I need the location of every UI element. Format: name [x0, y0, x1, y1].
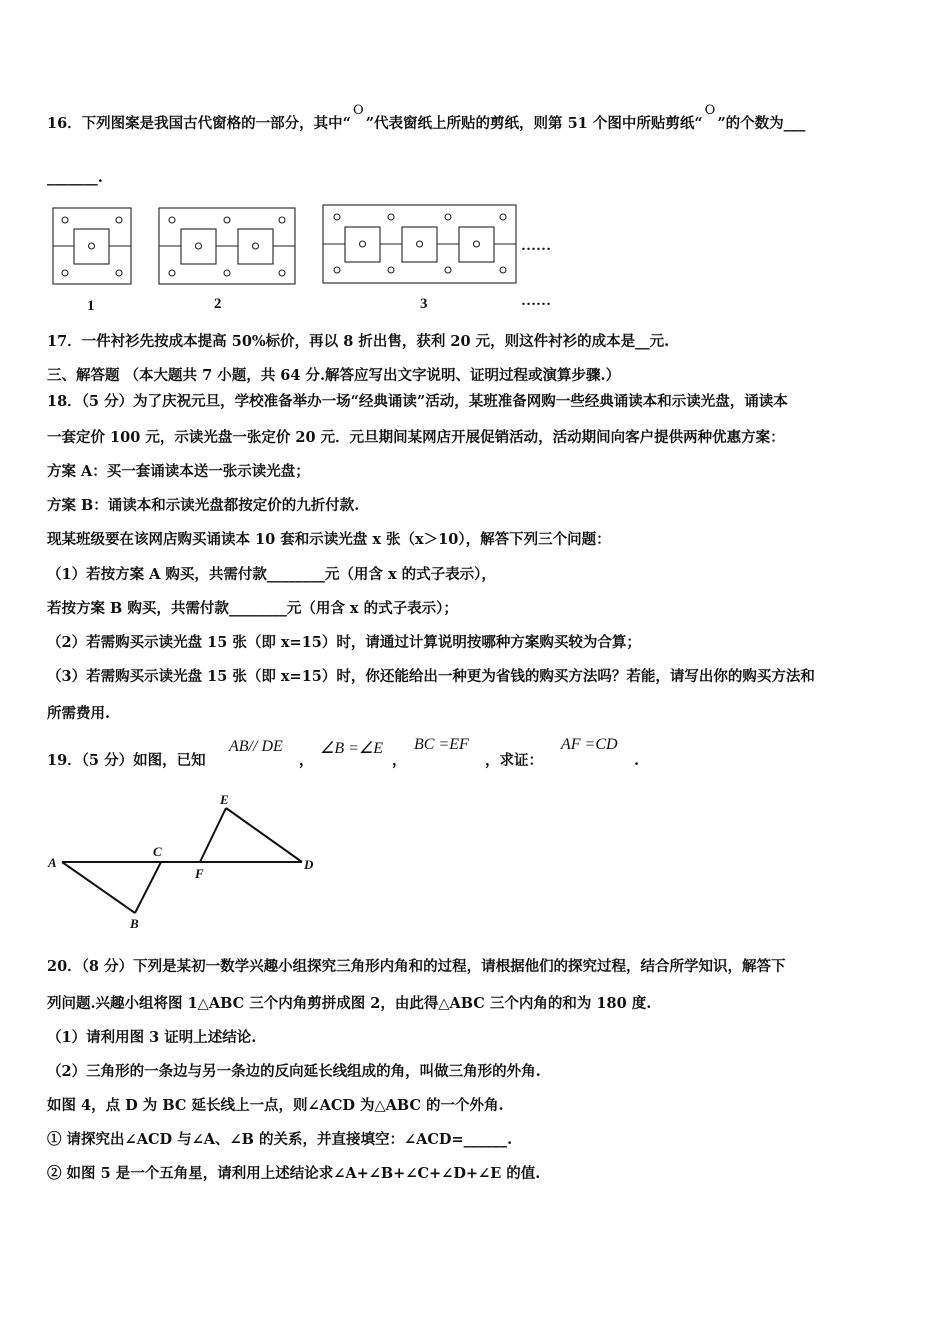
q18-line2: 一套定价 100 元，示读光盘一张定价 20 元．元旦期间某网店开展促销活动，活动期间向客户提供两种优惠方案： [47, 429, 785, 446]
point-label-B: B [130, 916, 139, 931]
q20-line6: ① 请探究出∠ACD 与∠A、∠B 的关系，并直接填空：∠ACD=______. [47, 1131, 513, 1148]
q20-line5: 如图 4，点 D 为 BC 延长线上一点，则∠ACD 为△ABC 的一个外角. [47, 1097, 504, 1114]
pattern-figure-1 [53, 208, 131, 284]
q20-line1: 20．（8 分）下列是某初一数学兴趣小组探究三角形内角和的过程，请根据他们的探究过程，结合所学知识，解答下 [47, 958, 786, 975]
q18-line1: 18．（5 分）为了庆祝元旦，学校准备举办一场“经典诵读”活动，某班准备网购一些经典诵读本和示读光盘，诵读本 [47, 393, 788, 410]
q19-prefix: 19．（5 分）如图，已知 [47, 752, 206, 769]
pattern-figure-3 [323, 205, 516, 283]
q18-line9: （3）若需购买示读光盘 15 张（即 x=15）时，你还能给出一种更为省钱的购买方法吗？若能，请写出你的购买方法和 [47, 668, 815, 685]
ellipsis-top: …… [521, 238, 551, 254]
circle-mark-icon: O [353, 103, 364, 118]
q20-line2: 列问题.兴趣小组将图 1△ABC 三个内角剪拼成图 2，由此得△ABC 三个内角的和为 180 度. [47, 995, 652, 1012]
q19-period: . [634, 752, 640, 769]
q19-math-parallel: AB// DE [229, 738, 283, 755]
point-label-A: A [48, 855, 57, 870]
section-heading: 三、解答题 （本大题共 7 小题，共 64 分.解答应写出文字说明、证明过程或演算步骤.） [47, 367, 621, 384]
q19-comma-1: ， [299, 752, 314, 769]
q19-math-side: BC =EF [414, 736, 469, 753]
q16-line2: _______. [47, 169, 103, 186]
ellipsis-bottom: …… [521, 293, 551, 309]
pattern-figure-2 [159, 208, 295, 284]
point-label-F: F [195, 866, 204, 881]
q18-line6: （1）若按方案 A 购买，共需付款________元（用含 x 的式子表示）， [47, 566, 496, 583]
q19-math-angle: ∠B =∠E [320, 740, 384, 757]
q20-line3: （1）请利用图 3 证明上述结论. [47, 1029, 257, 1046]
q18-line5: 现某班级要在该网店购买诵读本 10 套和示读光盘 x 张（x＞10），解答下列三个问题： [47, 531, 611, 548]
point-label-E: E [220, 792, 229, 807]
q20-line7: ② 如图 5 是一个五角星，请利用上述结论求∠A+∠B+∠C+∠D+∠E 的值. [47, 1165, 541, 1182]
q19-math-conclusion: AF =CD [561, 736, 618, 753]
window-pattern-figures [0, 200, 950, 320]
q19-comma-2: ， [392, 752, 407, 769]
figure-label-3: 3 [420, 296, 428, 312]
figure-label-2: 2 [214, 296, 222, 312]
q18-line10: 所需费用. [47, 705, 111, 722]
q16-line1: 16．下列图案是我国古代窗格的一部分，其中“O”代表窗纸上所贴的剪纸，则第 51 个图中所贴剪纸“O”的个数为___ [47, 103, 806, 132]
q18-line4: 方案 B：诵读本和示读光盘都按定价的九折付款. [47, 497, 360, 514]
q17-line: 17．一件衬衫先按成本提高 50%标价，再以 8 折出售，获利 20 元，则这件衬衫的成本是__元. [47, 333, 670, 350]
q18-line3: 方案 A：买一套诵读本送一张示读光盘； [47, 463, 310, 480]
q19-geometry-figure [40, 790, 360, 940]
q19-prove: ，求证： [485, 752, 543, 769]
figure-label-1: 1 [87, 298, 95, 314]
point-label-C: C [153, 844, 162, 859]
q18-line7: 若按方案 B 购买，共需付款________元（用含 x 的式子表示）； [47, 600, 458, 617]
q20-line4: （2）三角形的一条边与另一条边的反向延长线组成的角，叫做三角形的外角. [47, 1063, 541, 1080]
point-label-D: D [304, 857, 314, 872]
circle-mark-icon: O [704, 103, 716, 118]
q18-line8: （2）若需购买示读光盘 15 张（即 x=15）时，请通过计算说明按哪种方案购买较为合算； [47, 634, 641, 651]
